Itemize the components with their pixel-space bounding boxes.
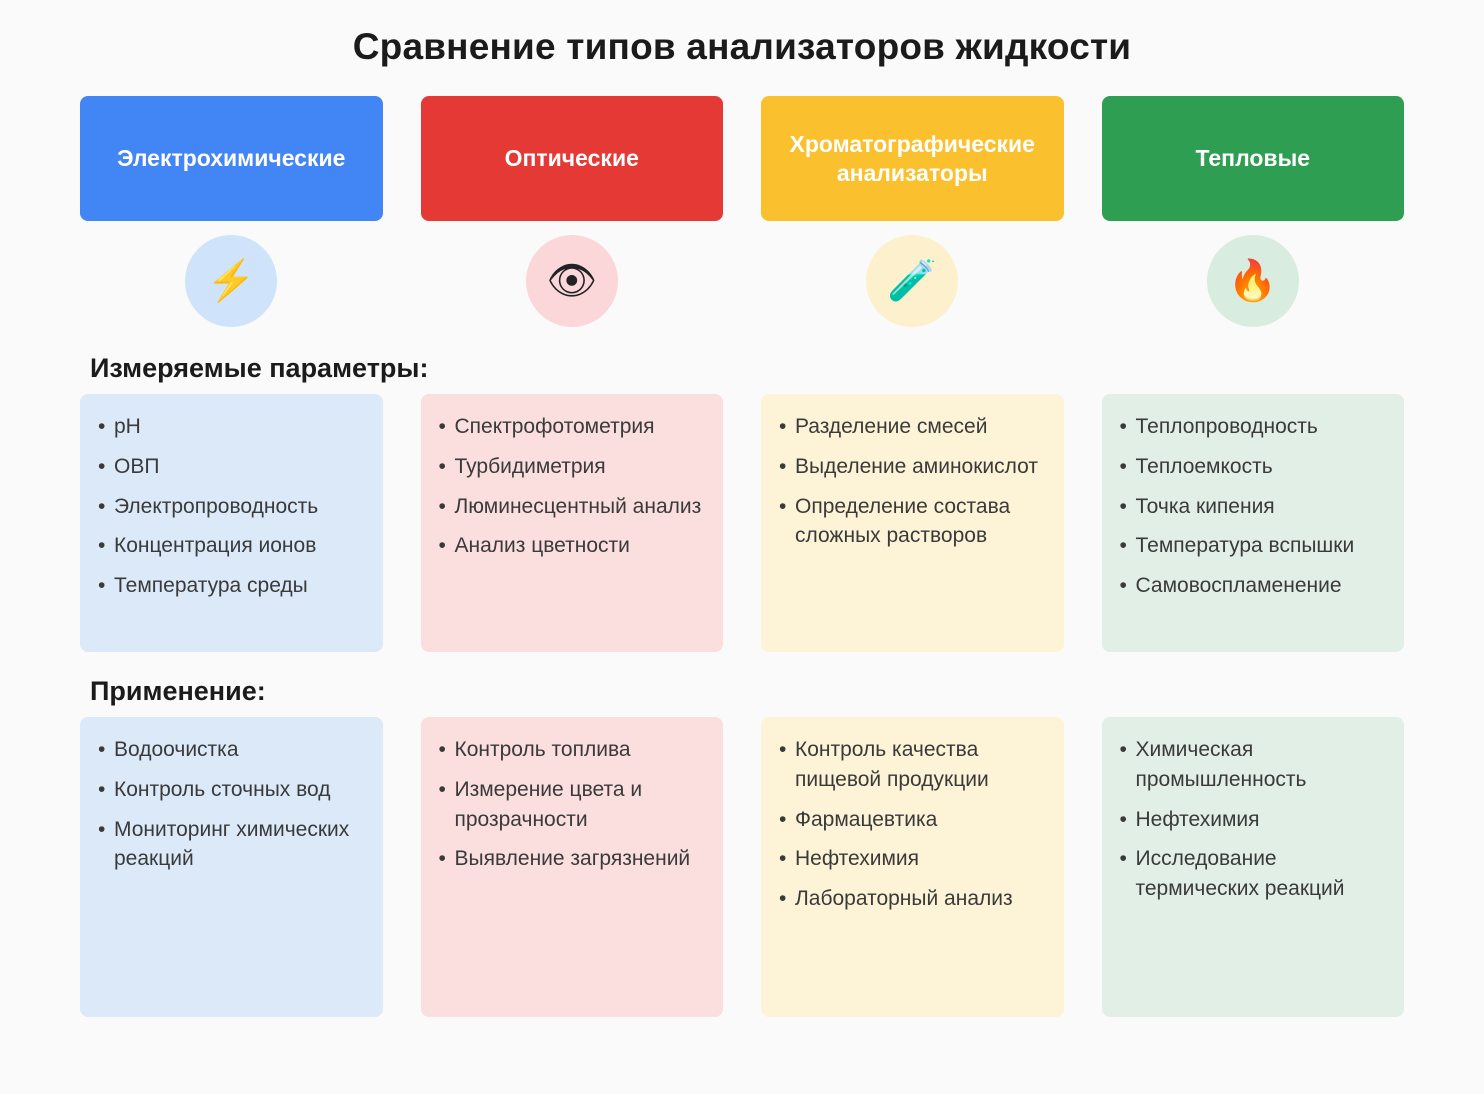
category-title: Оптические (504, 145, 639, 172)
lightning-bolt-icon: ⚡ (185, 235, 277, 327)
usage-box-1 (421, 717, 724, 1017)
test-tube-icon: 🧪 (866, 235, 958, 327)
usage-box-0 (80, 717, 383, 1017)
list-item: • Мониторинг химических реакций (98, 815, 367, 875)
list-item: • pH (98, 412, 367, 442)
parameters-list (779, 412, 1048, 551)
usage-list (439, 735, 708, 874)
list-item: • Контроль качества пищевой продукции (779, 735, 1048, 795)
list-item: • Лабораторный анализ (779, 884, 1048, 914)
category-header-2 (761, 96, 1064, 327)
parameters-row (80, 394, 1404, 652)
list-item: • Температура среды (98, 571, 367, 601)
section-label-parameters: Измеряемые параметры: (90, 353, 429, 383)
category-header-0 (80, 96, 383, 327)
parameters-box-2 (761, 394, 1064, 652)
list-item: • Спектрофотометрия (439, 412, 708, 442)
list-item: • ОВП (98, 452, 367, 482)
list-item: • Определение состава сложных растворов (779, 492, 1048, 552)
list-item: • Фармацевтика (779, 805, 1048, 835)
category-card[interactable] (80, 96, 383, 221)
category-headers-row (80, 96, 1404, 327)
category-header-1 (421, 96, 724, 327)
usage-list (98, 735, 367, 874)
list-item: • Концентрация ионов (98, 531, 367, 561)
parameters-list (98, 412, 367, 601)
list-item: • Контроль сточных вод (98, 775, 367, 805)
category-card[interactable] (761, 96, 1064, 221)
list-item: • Люминесцентный анализ (439, 492, 708, 522)
list-item: • Электропроводность (98, 492, 367, 522)
list-item: • Исследование термических реакций (1120, 844, 1389, 904)
list-item: • Турбидиметрия (439, 452, 708, 482)
usage-box-3 (1102, 717, 1405, 1017)
usage-box-2 (761, 717, 1064, 1017)
usage-row (80, 717, 1404, 1017)
parameters-list (1120, 412, 1389, 601)
list-item: • Анализ цветности (439, 531, 708, 561)
list-item: • Выделение аминокислот (779, 452, 1048, 482)
category-title: Хроматографические анализаторы (789, 130, 1035, 186)
category-title: Тепловые (1195, 145, 1311, 172)
page-title: Сравнение типов анализаторов жидкости (352, 26, 1132, 67)
usage-list (779, 735, 1048, 914)
list-item: • Точка кипения (1120, 492, 1389, 522)
list-item: • Теплоемкость (1120, 452, 1389, 482)
parameters-box-0 (80, 394, 383, 652)
list-item: • Разделение смесей (779, 412, 1048, 442)
category-title: Электрохимические (117, 145, 346, 172)
list-item: • Нефтехимия (779, 844, 1048, 874)
section-label-usage: Применение: (90, 676, 266, 706)
list-item: • Измерение цвета и прозрачности (439, 775, 708, 835)
list-item: • Нефтехимия (1120, 805, 1389, 835)
list-item: • Химическая промышленность (1120, 735, 1389, 795)
list-item: • Водоочистка (98, 735, 367, 765)
list-item: • Самовоспламенение (1120, 571, 1389, 601)
list-item: • Теплопроводность (1120, 412, 1389, 442)
list-item: • Температура вспышки (1120, 531, 1389, 561)
list-item: • Контроль топлива (439, 735, 708, 765)
parameters-list (439, 412, 708, 561)
list-item: • Выявление загрязнений (439, 844, 708, 874)
category-card[interactable] (421, 96, 724, 221)
usage-list (1120, 735, 1389, 904)
parameters-box-3 (1102, 394, 1405, 652)
fire-icon: 🔥 (1207, 235, 1299, 327)
eye-icon: 👁 (526, 235, 618, 327)
category-header-3 (1102, 96, 1405, 327)
category-card[interactable] (1102, 96, 1405, 221)
parameters-box-1 (421, 394, 724, 652)
